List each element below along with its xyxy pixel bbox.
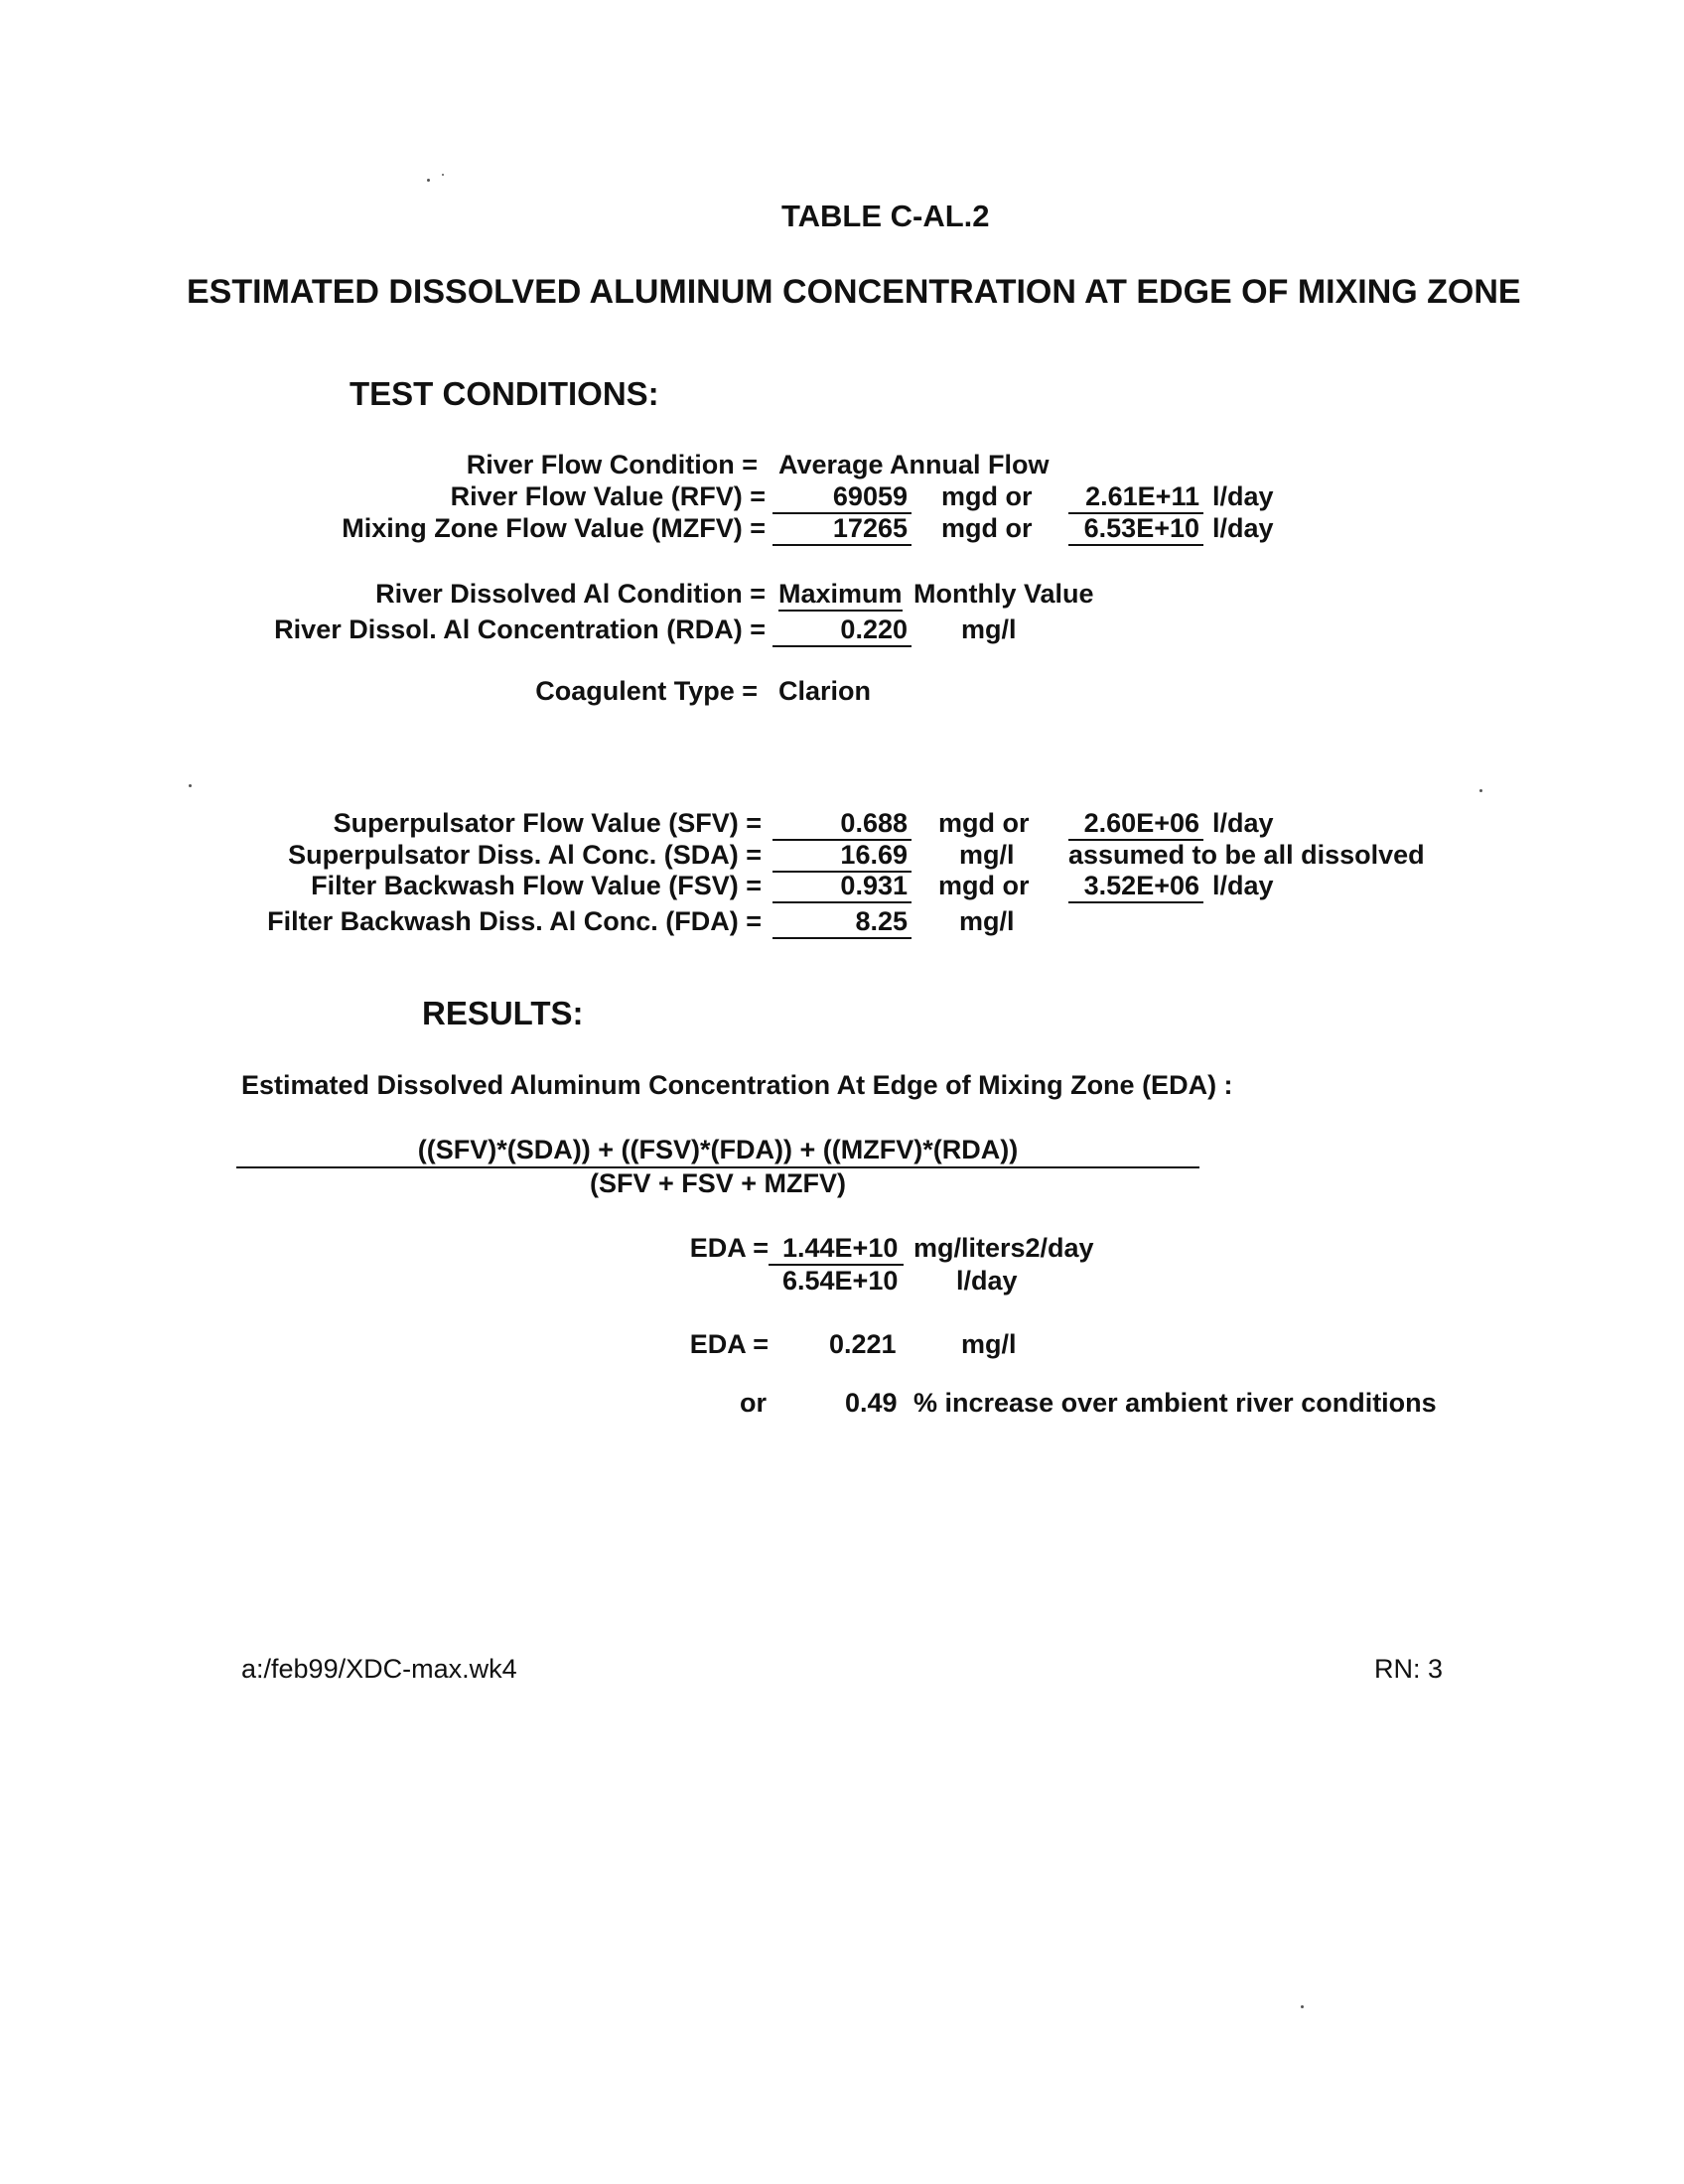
fsv-mgd-unit: mgd or [938,871,1030,900]
formula-numerator: ((SFV)*(SDA)) + ((FSV)*(FDA)) + ((MZFV)*(RDA)) [417,1135,1019,1164]
sda-label: Superpulsator Diss. Al Conc. (SDA) = [288,840,762,870]
eda-denominator: 6.54E+10 [782,1266,899,1296]
rda-label: River Dissol. Al Concentration (RDA) = [274,614,766,644]
increase-text: % increase over ambient river conditions [913,1388,1437,1418]
river-al-condition-value-b: Monthly Value [913,579,1094,609]
fsv-mgd-value: 0.931 [772,870,912,903]
fsv-label: Filter Backwash Flow Value (FSV) = [311,871,762,900]
fda-label: Filter Backwash Diss. Al Conc. (FDA) = [267,906,762,936]
sfv-lday-value: 2.60E+06 [1068,807,1203,841]
fda-value: 8.25 [772,905,912,939]
eda-value: 0.221 [829,1329,897,1359]
river-al-condition-label: River Dissolved Al Condition = [375,579,766,609]
fsv-lday-unit: l/day [1212,871,1274,900]
eda-numerator-unit: mg/liters2/day [913,1233,1094,1263]
river-flow-condition-value: Average Annual Flow [778,450,1050,479]
rda-value: 0.220 [772,614,912,647]
file-path: a:/feb99/XDC-max.wk4 [241,1654,517,1684]
rfv-mgd-value: 69059 [772,480,912,514]
formula-denominator: (SFV + FSV + MZFV) [589,1168,847,1198]
sda-note: assumed to be all dissolved [1068,840,1425,870]
test-conditions-heading: TEST CONDITIONS: [350,375,659,412]
sda-value: 16.69 [772,839,912,873]
rda-unit: mg/l [961,614,1017,644]
sfv-mgd-unit: mgd or [938,808,1030,838]
rfv-lday-unit: l/day [1212,481,1274,511]
scan-speck [442,174,444,176]
mzfv-mgd-value: 17265 [772,512,912,546]
sfv-mgd-value: 0.688 [772,807,912,841]
coagulant-label: Coagulent Type = [535,676,758,706]
results-description: Estimated Dissolved Aluminum Concentration At Edge of Mixing Zone (EDA) : [241,1070,1233,1100]
fsv-lday-value: 3.52E+06 [1068,870,1203,903]
scan-speck [427,179,430,182]
scan-speck [1301,2005,1304,2008]
sda-unit: mg/l [959,840,1015,870]
rfv-label: River Flow Value (RFV) = [450,481,766,511]
river-flow-condition-label: River Flow Condition = [466,450,758,479]
mzfv-label: Mixing Zone Flow Value (MZFV) = [342,513,766,543]
rfv-lday-value: 2.61E+11 [1068,480,1203,514]
rfv-mgd-unit: mgd or [941,481,1033,511]
results-heading: RESULTS: [422,995,584,1031]
eda-denominator-unit: l/day [956,1266,1018,1296]
coagulant-value: Clarion [778,676,872,706]
scan-speck [189,784,192,787]
eda-fraction-label: EDA = [689,1233,769,1263]
fda-unit: mg/l [959,906,1015,936]
mzfv-lday-value: 6.53E+10 [1068,512,1203,546]
run-number: RN: 3 [1374,1654,1444,1684]
sfv-lday-unit: l/day [1212,808,1274,838]
eda-unit: mg/l [961,1329,1017,1359]
eda-result-label: EDA = [689,1329,769,1359]
mzfv-lday-unit: l/day [1212,513,1274,543]
page-title: ESTIMATED DISSOLVED ALUMINUM CONCENTRATION AT EDGE OF MIXING ZONE [187,273,1521,311]
scan-speck [1479,789,1482,792]
river-al-condition-value-a: Maximum [778,578,903,612]
eda-numerator: 1.44E+10 [782,1233,899,1263]
sfv-label: Superpulsator Flow Value (SFV) = [333,808,762,838]
table-number: TABLE C-AL.2 [781,199,990,233]
or-label: or [740,1388,767,1418]
mzfv-mgd-unit: mgd or [941,513,1033,543]
increase-value: 0.49 [845,1388,898,1418]
